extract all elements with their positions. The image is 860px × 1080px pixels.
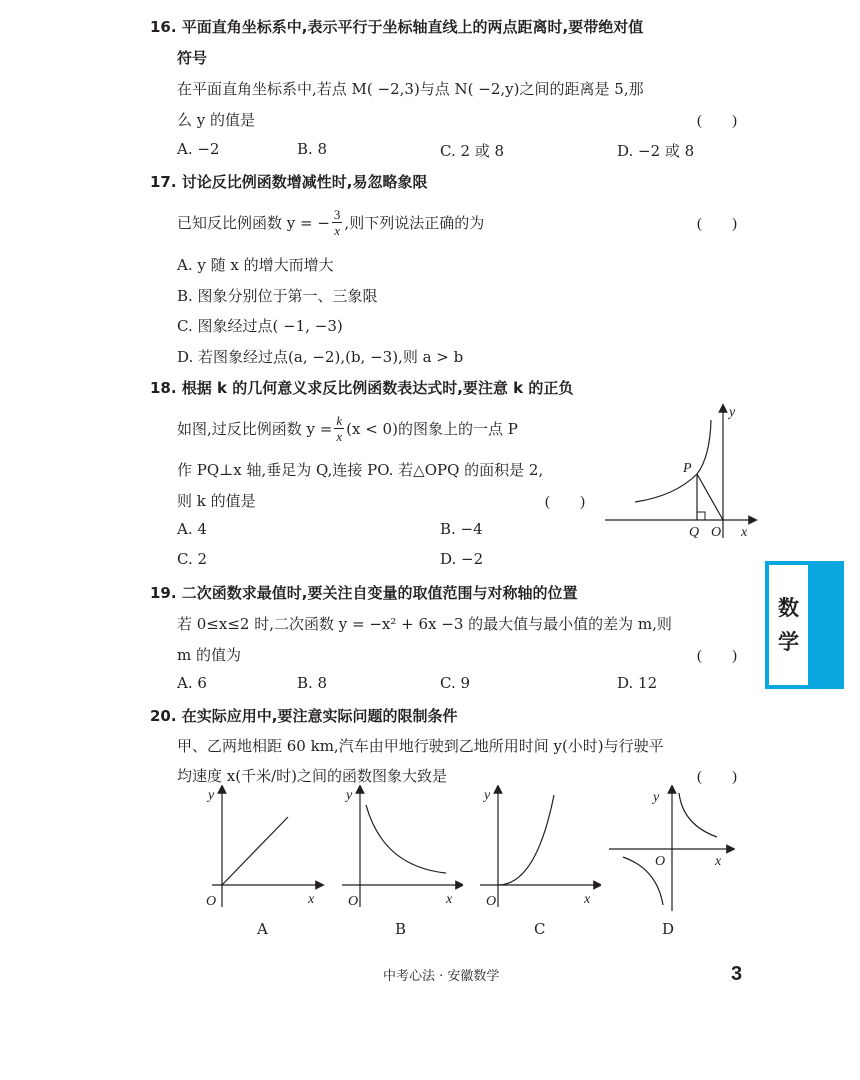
q16-heading-line1: 16. 平面直角坐标系中,表示平行于坐标轴直线上的两点距离时,要带绝对值 [150, 18, 644, 36]
q20-graph-d-label: D [662, 920, 675, 938]
subject-side-tab [765, 561, 844, 689]
graph-b-label-y: y [346, 788, 353, 803]
graph-c-label-x: x [584, 892, 591, 907]
q16-option-d: D. −2 或 8 [617, 142, 695, 160]
graph-d-label-o: O [655, 854, 666, 869]
q20-stem-line2: 均速度 x(千米/时)之间的函数图象大致是 [177, 767, 447, 785]
q18-figure [605, 402, 765, 542]
graph-b-curve [366, 805, 446, 873]
q19-option-d: D. 12 [617, 674, 658, 692]
q18-right-angle-mark [697, 512, 705, 520]
q20-graph-c-label: C [534, 920, 546, 938]
q17-stem-post: ,则下列说法正确的为 [344, 213, 485, 232]
q17-frac-num: 3 [333, 206, 341, 222]
graph-b-label-o: O [348, 894, 359, 909]
q18-option-c: C. 2 [177, 550, 208, 568]
side-tab-char-2: 学 [778, 630, 799, 654]
q19-heading: 19. 二次函数求最值时,要关注自变量的取值范围与对称轴的位置 [150, 584, 578, 602]
q20-graph-a-label: A [257, 920, 268, 938]
graph-d-curve-q1 [679, 793, 717, 837]
q20-stem-line1: 甲、乙两地相距 60 km,汽车由甲地行驶到乙地所用时间 y(小时)与行驶平 [177, 737, 664, 755]
q18-label-q: Q [689, 525, 700, 540]
q17-option-d: D. 若图象经过点(a, −2),(b, −3),则 a > b [177, 348, 464, 366]
q18-label-o: O [711, 525, 722, 540]
q18-stem-line2: 作 PQ⊥x 轴,垂足为 Q,连接 PO. 若△OPQ 的面积是 2, [177, 461, 544, 479]
q16-stem-line1: 在平面直角坐标系中,若点 M( −2,3)与点 N( −2,y)之间的距离是 5,那 [177, 80, 644, 98]
q16-option-b: B. 8 [297, 140, 328, 158]
q16-option-a: A. −2 [177, 140, 220, 158]
q16-heading-line2: 符号 [177, 49, 208, 67]
graph-a-line [222, 817, 288, 885]
q19-stem-line1: 若 0≤x≤2 时,二次函数 y = −x² + 6x −3 的最大值与最小值的差为 m,则 [177, 615, 672, 633]
graph-c-curve [498, 795, 554, 885]
q20-graph-c [476, 785, 601, 915]
graph-c-label-y: y [484, 788, 491, 803]
q20-graph-b-label: B [395, 920, 407, 938]
q17-answer-paren: ( ) [697, 216, 737, 232]
q20-heading: 20. 在实际应用中,要注意实际问题的限制条件 [150, 707, 458, 725]
q18-segment-po [697, 474, 723, 520]
subject-side-tab-inner [769, 565, 808, 685]
q18-stem1-pre: 如图,过反比例函数 y = [177, 419, 333, 438]
q20-graph-d [605, 785, 735, 915]
q18-option-d: D. −2 [440, 550, 484, 568]
graph-a-label-x: x [308, 892, 315, 907]
graph-d-label-y: y [653, 790, 660, 805]
q18-heading: 18. 根据 k 的几何意义求反比例函数表达式时,要注意 k 的正负 [150, 379, 574, 397]
q16-stem-line2: 么 y 的值是 [177, 111, 256, 129]
q17-stem [177, 202, 484, 242]
q18-curve [635, 420, 711, 502]
q18-stem-line3: 则 k 的值是 [177, 492, 256, 510]
footer-text: 中考心法 · 安徽数学 [383, 969, 500, 984]
q20-answer-paren: ( ) [697, 769, 737, 785]
q17-fraction [332, 208, 343, 237]
q16-answer-paren: ( ) [697, 113, 737, 129]
graph-c-label-o: O [486, 894, 497, 909]
q18-label-p: P [683, 461, 692, 476]
q18-option-b: B. −4 [440, 520, 483, 538]
q18-label-x: x [741, 525, 748, 540]
q18-stem-line1 [177, 407, 518, 449]
graph-a-label-y: y [208, 788, 215, 803]
q18-answer-paren: ( ) [545, 494, 585, 510]
q19-answer-paren: ( ) [697, 648, 737, 664]
page-number: 3 [731, 963, 743, 985]
side-tab-char-1: 数 [778, 596, 799, 620]
q19-option-c: C. 9 [440, 674, 471, 692]
q17-stem-pre: 已知反比例函数 y = − [177, 213, 330, 232]
graph-b-label-x: x [446, 892, 453, 907]
q18-frac-den: x [336, 428, 343, 444]
q19-stem-line2: m 的值为 [177, 646, 241, 664]
q20-graph-b [338, 785, 463, 915]
q19-option-a: A. 6 [177, 674, 207, 692]
q16-option-c: C. 2 或 8 [440, 142, 505, 160]
q19-option-b: B. 8 [297, 674, 328, 692]
q18-fraction [334, 414, 344, 443]
q17-option-c: C. 图象经过点( −1, −3) [177, 317, 343, 335]
q18-stem1-post: (x < 0)的图象上的一点 P [346, 419, 518, 438]
q17-frac-den: x [334, 222, 341, 238]
q18-option-a: A. 4 [177, 520, 207, 538]
q18-frac-num: k [336, 412, 343, 428]
q17-heading: 17. 讨论反比例函数增减性时,易忽略象限 [150, 173, 428, 191]
q17-option-a: A. y 随 x 的增大而增大 [177, 256, 334, 274]
graph-d-label-x: x [715, 854, 722, 869]
q17-option-b: B. 图象分别位于第一、三象限 [177, 287, 378, 305]
graph-a-label-o: O [206, 894, 217, 909]
q20-graph-a [200, 785, 325, 915]
q18-label-y: y [729, 405, 736, 420]
